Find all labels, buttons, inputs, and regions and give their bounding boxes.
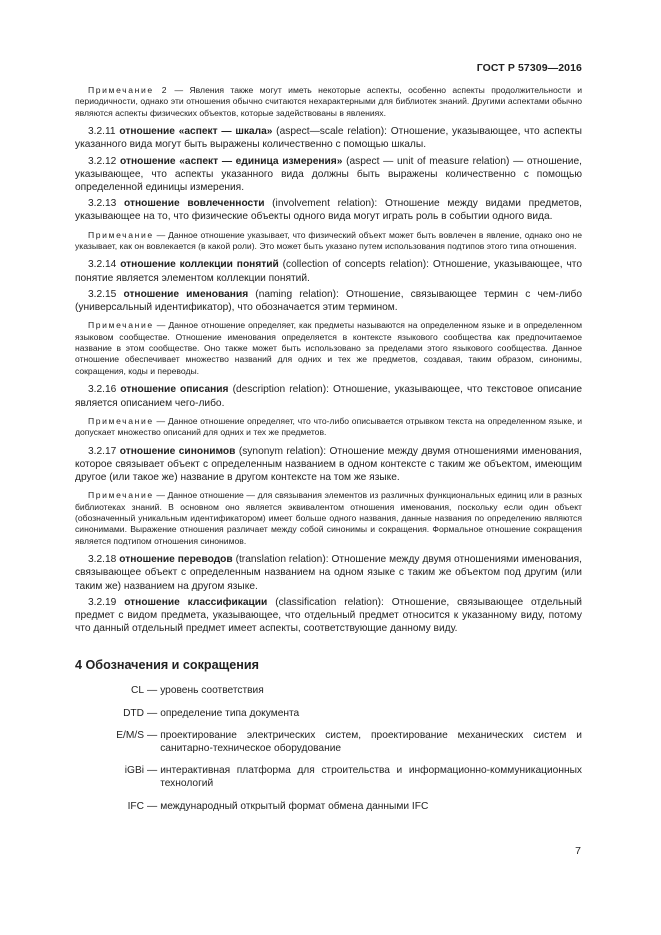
- clause-term: отношение описания: [120, 384, 229, 396]
- clause-text: (translation relation): Отношение между двумя отношениями именования, связывающее объект с определенным названием на одном языке с таким же объектом под другим (или таким же) названием на другом языке.: [75, 554, 582, 592]
- abbreviation-code: IFC: [127, 800, 144, 812]
- abbreviation-item: [75, 800, 582, 813]
- clause-term: отношение коллекции понятий: [120, 259, 279, 271]
- clause-number: 3.2.19: [88, 596, 117, 608]
- note-label: Примечание: [88, 229, 154, 240]
- clause-text: (collection of concepts relation): Отношение, указывающее, что понятие является элементом коллекции понятий.: [75, 259, 582, 284]
- clause-number: 3.2.12: [88, 155, 117, 167]
- clause-3-2-18: [75, 553, 582, 593]
- clause-term: отношение «аспект — единица измерения»: [120, 155, 343, 167]
- clause-term: отношение синонимов: [119, 445, 236, 457]
- abbreviation-dash: —: [147, 685, 158, 697]
- clause-3-2-15: [75, 288, 582, 314]
- clause-text: (aspect — unit of measure relation) — отношение, указывающее, что аспекты указанного вида должны быть выражены количественно с помощью определенной единицы измерения.: [75, 155, 582, 194]
- note-text: — Явления также могут иметь некоторые аспекты, особенно аспекты продолжительности и периодичности, однако эти отношения обычно считаются нехарактерными для библиотек знаний. Другими аспектами обычно являются аспекты физических объектов, которые задействованы в явлениях.: [75, 85, 582, 118]
- note-description: [75, 416, 582, 439]
- clause-term: отношение переводов: [119, 554, 233, 566]
- note-naming: [75, 320, 582, 377]
- abbreviation-definition: уровень соответствия: [160, 685, 264, 697]
- abbreviation-definition: проектирование электрических систем, проектирование механических систем и санитарно-техническое оборудование: [160, 729, 582, 754]
- abbreviation-code: DTD: [123, 707, 144, 719]
- note-2: [75, 85, 582, 119]
- clause-3-2-17: [75, 445, 582, 485]
- abbreviation-definition: интерактивная платформа для строительства и информационно-коммуникационных технологий: [160, 765, 582, 790]
- clause-3-2-12: [75, 155, 582, 195]
- abbreviation-dash: —: [147, 707, 158, 719]
- abbreviation-code: E/M/S: [116, 729, 144, 741]
- abbreviation-item: [75, 764, 582, 790]
- clause-3-2-14: [75, 258, 582, 284]
- note-text: — Данное отношение определяет, как предметы называются на определенном языке и в определенном языковом сообществе. Отношение именования определяется в контексте языкового сообщества как предпочитаемое название в этом сообществе. Оно также может быть использовано за пределами этого языкового сообщества. Данное отношение обеспечивает множество названий для одних и тех же предметов, создавая, таким образом, синонимы, сокращения, коды и переводы.: [75, 320, 582, 376]
- page-number: 7: [575, 845, 581, 857]
- clause-text: (synonym relation): Отношение между двумя отношениями именования, которое связывает объект с определенным названием в одном контексте с таким же объектом, имеющим другое (или такое же) название в другом контексте на том же языке.: [75, 445, 582, 483]
- clause-number: 3.2.11: [88, 126, 116, 138]
- clause-text: (aspect—scale relation): Отношение, указывающее, что аспекты указанного вида могут быть выражены количественно с помощью шкалы.: [75, 126, 582, 151]
- note-label: Примечание: [88, 415, 154, 426]
- clause-number: 3.2.17: [88, 445, 117, 457]
- clause-text: (classification relation): Отношение, связывающее отдельный предмет с видом предмета, указывающее, что отдельный предмет относится к указанному виду, потому что данный отдельный предмет имеет аспекты, соответствующие данному виду.: [75, 596, 582, 635]
- clause-3-2-19: [75, 596, 582, 636]
- note-text: — Данное отношение указывает, что физический объект может быть вовлечен в явление, однако оно не указывает, как он вовлекается (в какой роли). Это может быть указано путем использования подтипов этого типа отношения.: [75, 229, 582, 252]
- clause-term: отношение именования: [123, 288, 249, 300]
- clause-3-2-11: [75, 125, 582, 151]
- note-label: Примечание: [88, 320, 154, 331]
- note-synonym: [75, 490, 582, 547]
- abbreviation-code: CL: [130, 685, 144, 697]
- clause-3-2-13: [75, 197, 582, 223]
- clause-number: 3.2.18: [88, 554, 117, 566]
- abbreviation-item: [75, 729, 582, 755]
- section-4-title: 4 Обозначения и сокращения: [75, 658, 259, 673]
- abbreviation-item: [75, 707, 582, 720]
- note-text: — Данное отношение — для связывания элементов из различных функциональных единиц или в разных библиотеках знаний. В основном оно является эквивалентом отношения именования, поскольку если один объект (обозначенный уникальным идентификатором) имеет больше одного названия, данные названия по определению являются синонимами. Выражение отношения различает между собой синонимы и сокращения. Формальное отношение сокращения является подтипом отношения синонимов.: [75, 490, 582, 546]
- clause-term: отношение «аспект — шкала»: [119, 126, 273, 138]
- clause-text: (description relation): Отношение, указывающее, что текстовое описание является описанием чего-либо.: [75, 384, 582, 409]
- note-label: Примечание: [88, 490, 154, 501]
- clause-text: (naming relation): Отношение, связывающее термин с чем-либо (универсальный идентификатор), что обозначается этим термином.: [75, 288, 582, 314]
- clause-3-2-16: [75, 383, 582, 409]
- clause-number: 3.2.15: [88, 288, 117, 300]
- abbreviation-definition: международный открытый формат обмена данными IFC: [160, 800, 429, 812]
- abbreviation-code: iGBi: [124, 765, 144, 777]
- abbreviation-dash: —: [147, 800, 158, 812]
- document-code: ГОСТ Р 57309—2016: [476, 62, 582, 74]
- note-text: — Данное отношение определяет, что что-либо описывается отрывком текста на определенном языке, и допускает множество описаний для одних и тех же предметов.: [75, 415, 582, 438]
- clause-term: отношение классификации: [124, 596, 268, 608]
- abbreviation-definition: определение типа документа: [160, 707, 300, 719]
- clause-number: 3.2.13: [88, 198, 117, 210]
- clause-text: (involvement relation): Отношение между видами предметов, указывающее на то, что физические объекты одного вида могут играть роль в событии одного вида.: [75, 198, 582, 223]
- abbreviation-dash: —: [147, 729, 158, 741]
- abbreviation-dash: —: [147, 765, 158, 777]
- clause-number: 3.2.14: [88, 259, 117, 271]
- abbreviation-item: [75, 684, 582, 697]
- clause-number: 3.2.16: [88, 384, 117, 396]
- page-content: [75, 80, 582, 822]
- note-label: Примечание 2: [88, 85, 169, 95]
- clause-term: отношение вовлеченности: [124, 198, 265, 210]
- note-involvement: [75, 230, 582, 253]
